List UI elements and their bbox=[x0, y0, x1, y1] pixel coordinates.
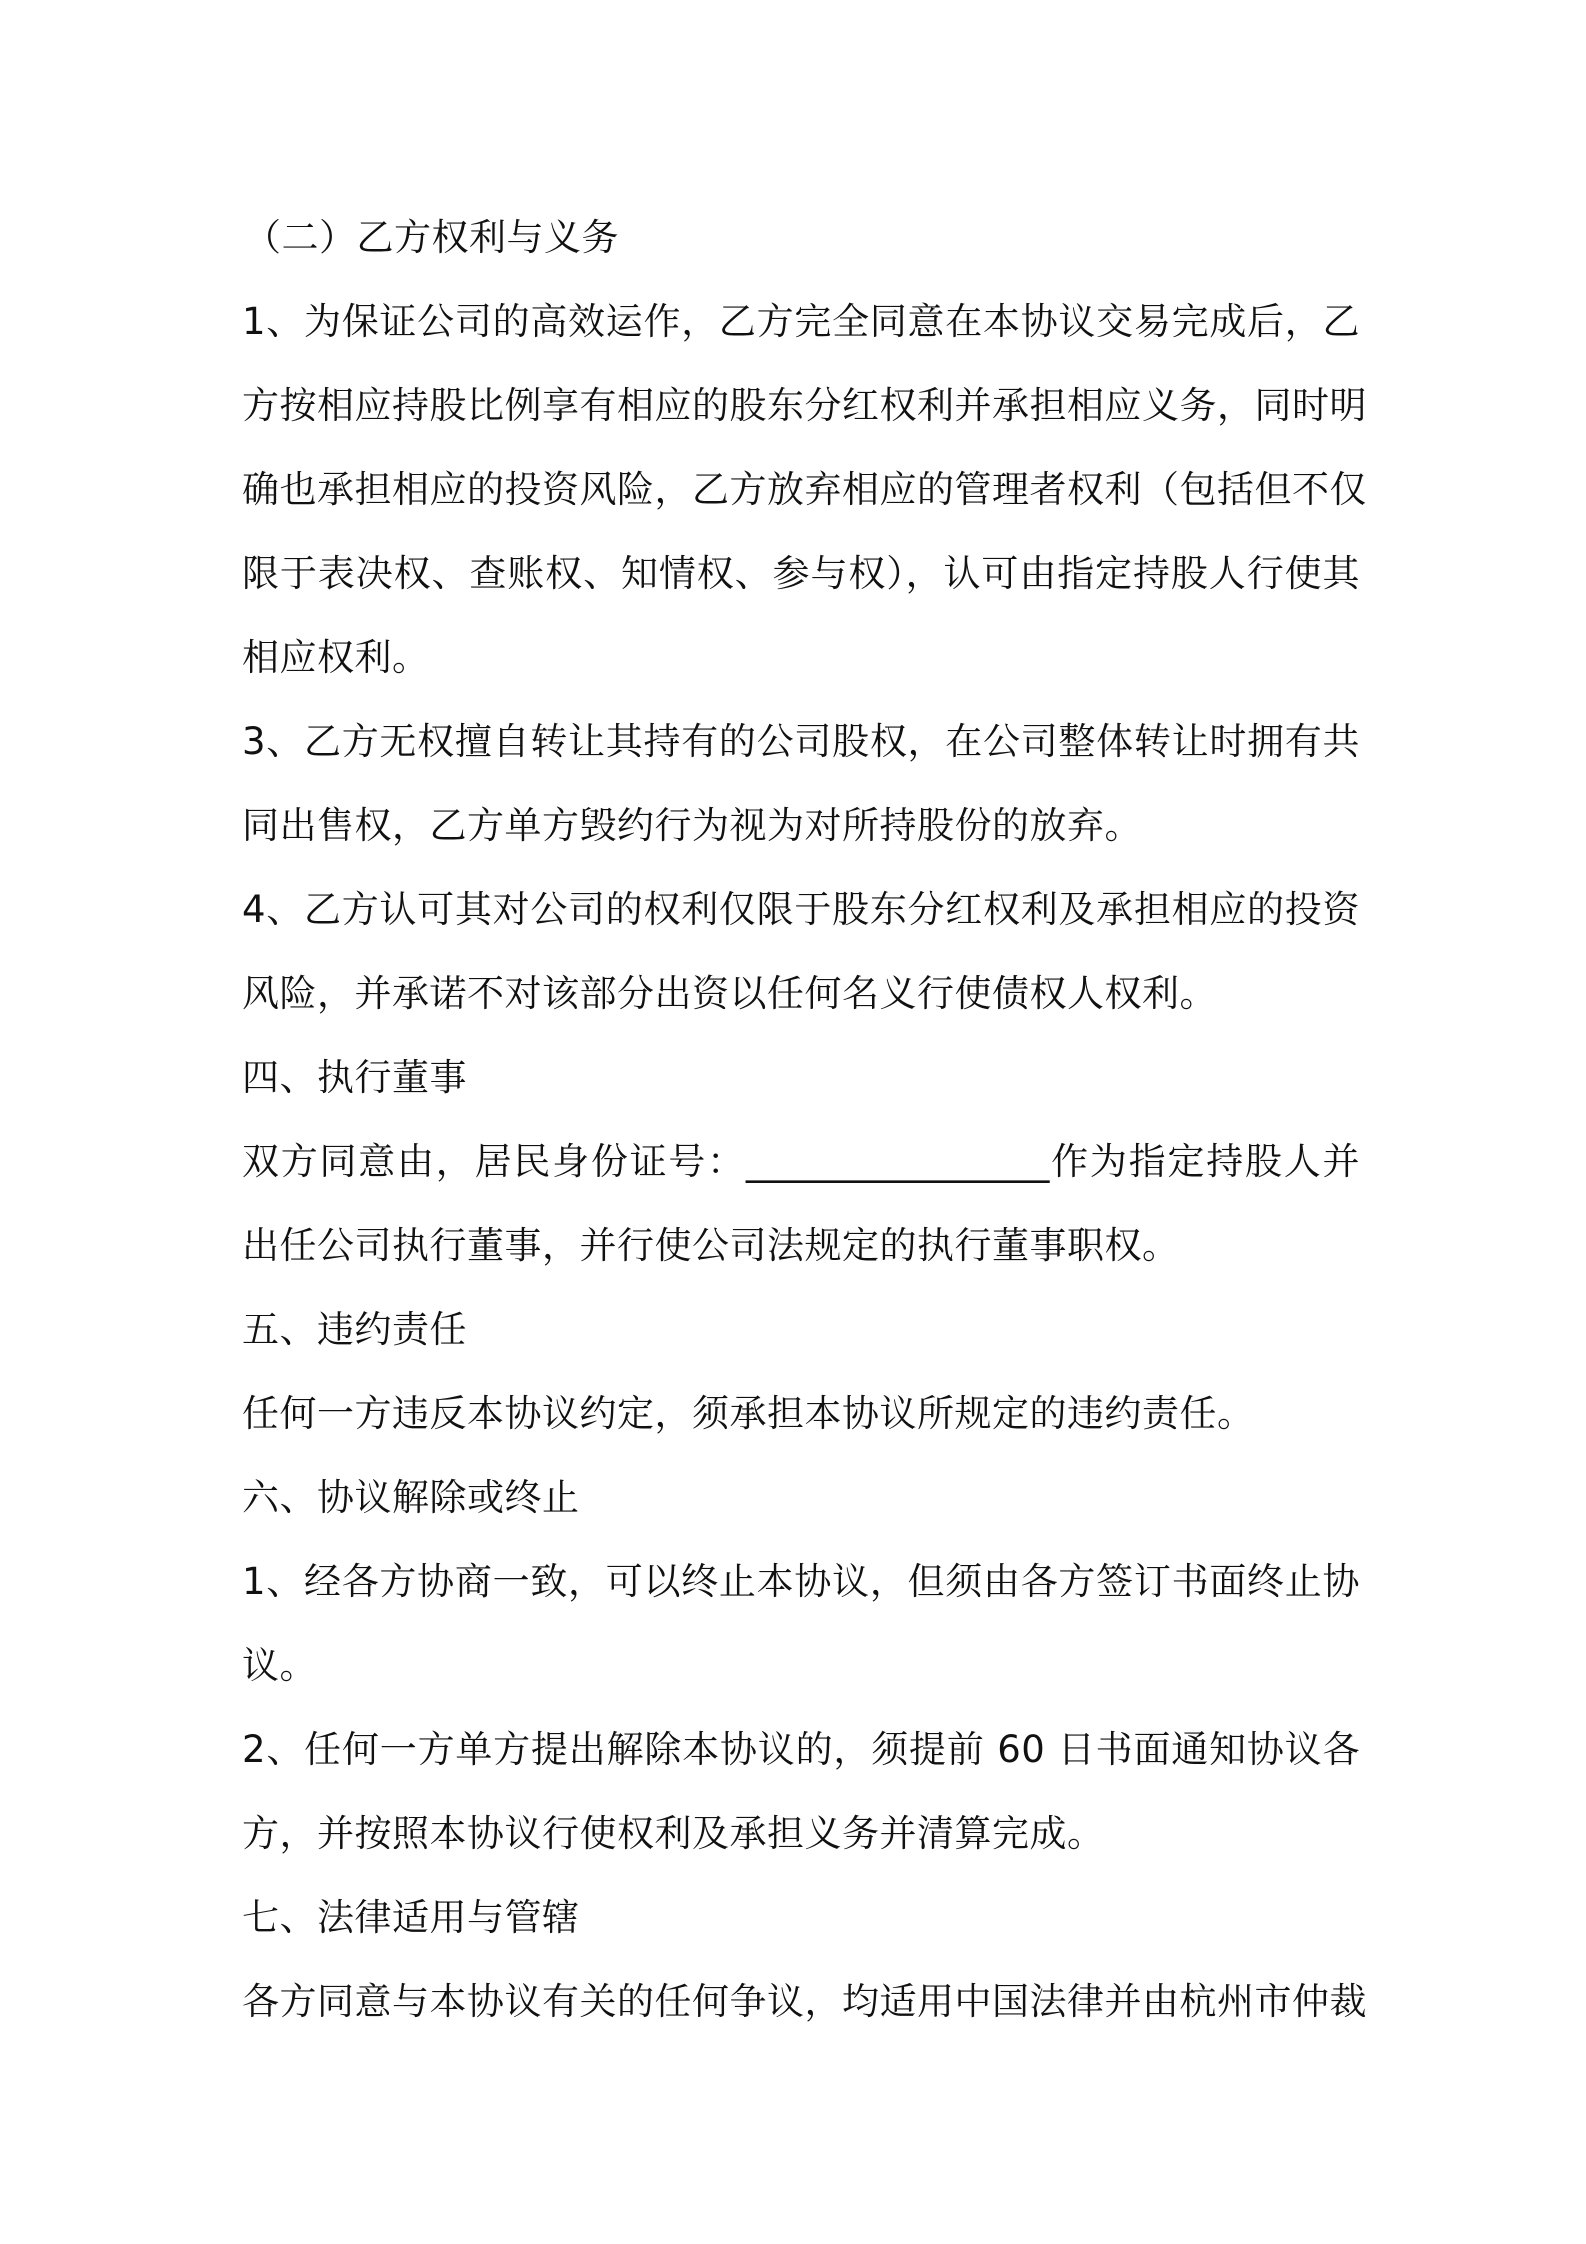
paragraph-line: 各方同意与本协议有关的任何争议，均适用中国法律并由杭州市仲裁 bbox=[242, 1980, 1367, 2023]
paragraph-line: 4、乙方认可其对公司的权利仅限于股东分红权利及承担相应的投资 bbox=[242, 888, 1360, 931]
section-heading-governing-law: 七、法律适用与管辖 bbox=[242, 1896, 580, 1939]
paragraph-line: 议。 bbox=[242, 1644, 317, 1687]
paragraph-line: 2、任何一方单方提出解除本协议的，须提前 60 日书面通知协议各 bbox=[242, 1728, 1360, 1771]
paragraph-line: 双方同意由，居民身份证号：________________作为指定持股人并 bbox=[242, 1140, 1360, 1183]
document-body bbox=[242, 196, 1367, 2044]
paragraph-line: 限于表决权、查账权、知情权、参与权），认可由指定持股人行使其 bbox=[242, 552, 1360, 595]
paragraph-line: 确也承担相应的投资风险，乙方放弃相应的管理者权利（包括但不仅 bbox=[242, 468, 1367, 511]
paragraph-line: 风险，并承诺不对该部分出资以任何名义行使债权人权利。 bbox=[242, 972, 1217, 1015]
section-heading-termination: 六、协议解除或终止 bbox=[242, 1476, 580, 1519]
paragraph-line: 1、经各方协商一致，可以终止本协议，但须由各方签订书面终止协 bbox=[242, 1560, 1360, 1603]
section-heading-executive-director: 四、执行董事 bbox=[242, 1056, 467, 1099]
paragraph-line: 任何一方违反本协议约定，须承担本协议所规定的违约责任。 bbox=[242, 1392, 1255, 1435]
paragraph-line: 相应权利。 bbox=[242, 636, 430, 679]
paragraph-line: 方按相应持股比例享有相应的股东分红权利并承担相应义务，同时明 bbox=[242, 384, 1367, 427]
paragraph-line: 出任公司执行董事，并行使公司法规定的执行董事职权。 bbox=[242, 1224, 1180, 1267]
section-heading-liability: 五、违约责任 bbox=[242, 1308, 467, 1351]
paragraph-line: 方，并按照本协议行使权利及承担义务并清算完成。 bbox=[242, 1812, 1105, 1855]
paragraph-line: 1、为保证公司的高效运作，乙方完全同意在本协议交易完成后，乙 bbox=[242, 300, 1360, 343]
section-heading-party-b-rights: （二）乙方权利与义务 bbox=[244, 216, 619, 259]
paragraph-line: 同出售权，乙方单方毁约行为视为对所持股份的放弃。 bbox=[242, 804, 1142, 847]
paragraph-line: 3、乙方无权擅自转让其持有的公司股权，在公司整体转让时拥有共 bbox=[242, 720, 1360, 763]
